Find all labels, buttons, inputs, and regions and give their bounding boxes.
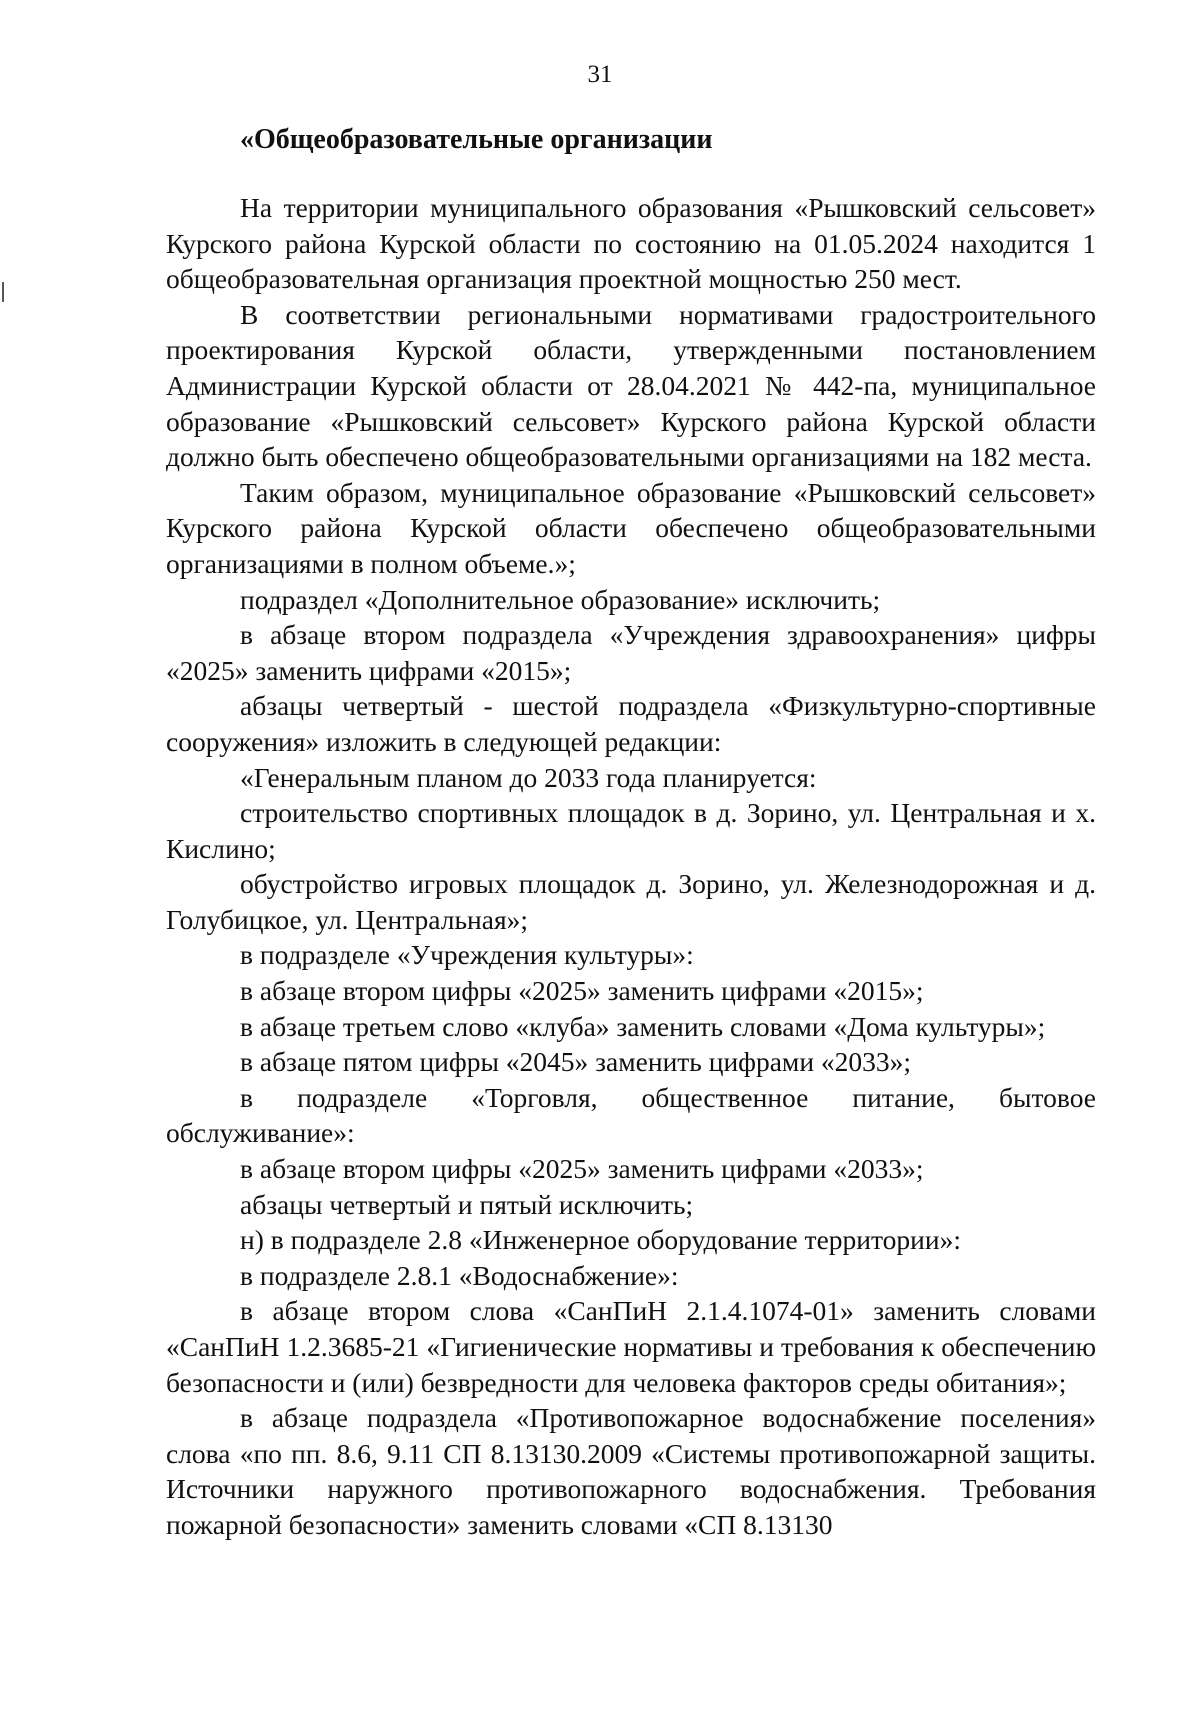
section-heading: «Общеобразовательные организации [240, 124, 713, 155]
paragraph-19: в абзаце втором слова «СанПиН 2.1.4.1074-01» заменить словами «СанПиН 1.2.3685-21 «Гигиенические нормативы и требования к обеспечению безопасности и (или) безвредности для человека факторов среды обитания»; [166, 1295, 1096, 1398]
scan-margin-mark [2, 282, 4, 302]
paragraph-3: Таким образом, муниципальное образование «Рышковский сельсовет» Курского района Курской области обеспечено общеобразовательными организациями в полном объеме.»; [166, 476, 1096, 579]
paragraph-1: На территории муниципального образования «Рышковский сельсовет» Курского района Курской области по состоянию на 01.05.2024 находится 1 общеобразовательная организация проектной мощностью 250 мест. [166, 192, 1096, 295]
paragraph-9: обустройство игровых площадок д. Зорино, ул. Железнодорожная и д. Голубицкое, ул. Центральная»; [166, 868, 1096, 935]
paragraph-6: абзацы четвертый - шестой подраздела «Физкультурно-спортивные сооружения» изложить в следующей редакции: [166, 690, 1096, 757]
paragraph-20: в абзаце подраздела «Противопожарное водоснабжение поселения» слова «по пп. 8.6, 9.11 СП 8.13130.2009 «Системы противопожарной защиты. Источники наружного противопожарного водоснабжения. Требования пожарной безопасности» заменить словами «СП 8.13130 [166, 1402, 1096, 1540]
paragraph-16: абзацы четвертый и пятый исключить; [240, 1188, 694, 1220]
paragraph-8: строительство спортивных площадок в д. Зорино, ул. Центральная и х. Кислино; [166, 797, 1096, 864]
paragraph-10: в подразделе «Учреждения культуры»: [240, 939, 694, 971]
paragraph-5: в абзаце втором подраздела «Учреждения здравоохранения» цифры «2025» заменить цифрами «2015»; [166, 619, 1096, 686]
paragraph-15: в абзаце втором цифры «2025» заменить цифрами «2033»; [240, 1153, 924, 1185]
paragraph-12: в абзаце третьем слово «клуба» заменить словами «Дома культуры»; [240, 1010, 1046, 1042]
paragraph-14: в подразделе «Торговля, общественное питание, бытовое обслуживание»: [166, 1081, 1096, 1149]
paragraph-13: в абзаце пятом цифры «2045» заменить цифрами «2033»; [240, 1046, 912, 1078]
paragraph-18: в подразделе 2.8.1 «Водоснабжение»: [240, 1259, 679, 1291]
paragraph-2: В соответствии региональными нормативами градостроительного проектирования Курской области, утвержденными постановлением Администрации Курской области от 28.04.2021 № 442-па, муниципальное образование «Рышковский сельсовет» Курского района Курской области должно быть обеспечено общеобразовательными организациями на 182 места. [166, 298, 1096, 473]
document-body [166, 122, 1096, 1543]
paragraph-11: в абзаце втором цифры «2025» заменить цифрами «2015»; [240, 975, 924, 1007]
page-number: 31 [587, 61, 613, 88]
paragraph-7: «Генеральным планом до 2033 года планируется: [240, 761, 817, 793]
paragraph-17: н) в подразделе 2.8 «Инженерное оборудование территории»: [240, 1224, 961, 1256]
paragraph-4: подраздел «Дополнительное образование» исключить; [240, 583, 881, 615]
